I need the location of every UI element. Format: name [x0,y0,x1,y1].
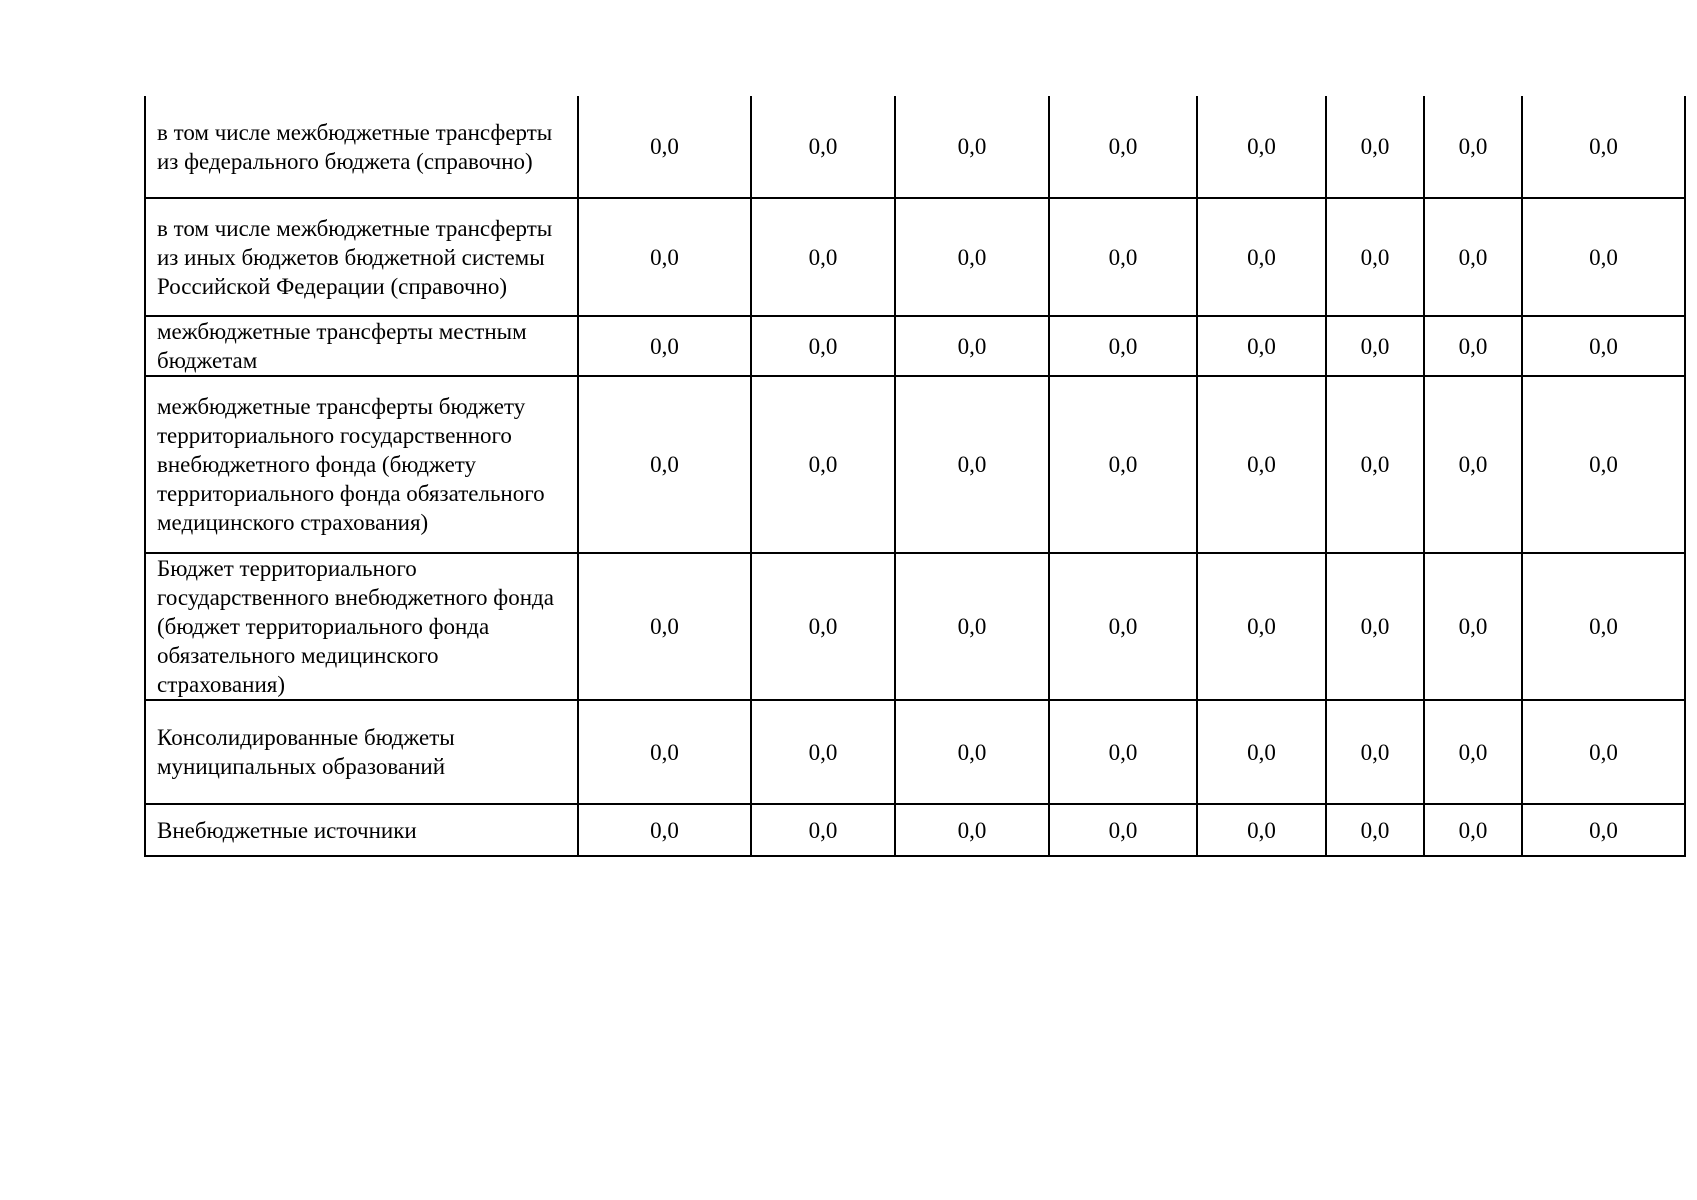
table-row [145,804,1685,856]
value-cell: 0,0 [751,316,895,376]
value-cell: 0,0 [578,198,751,316]
value-cell: 0,0 [895,700,1049,804]
row-label: в том числе межбюджетные трансферты из федерального бюджета (справочно) [145,96,578,198]
table-row [145,376,1685,553]
value-cell: 0,0 [895,804,1049,856]
value-cell: 0,0 [1424,198,1522,316]
value-cell: 0,0 [895,376,1049,553]
value-cell: 0,0 [1326,316,1424,376]
value-cell: 0,0 [1424,804,1522,856]
value-cell: 0,0 [1049,316,1197,376]
value-cell: 0,0 [1522,376,1685,553]
value-cell: 0,0 [1049,553,1197,700]
value-cell: 0,0 [1326,553,1424,700]
value-cell: 0,0 [895,553,1049,700]
table-body [145,96,1685,856]
value-cell: 0,0 [1326,804,1424,856]
value-cell: 0,0 [895,316,1049,376]
value-cell: 0,0 [1326,198,1424,316]
value-cell: 0,0 [895,96,1049,198]
value-cell: 0,0 [751,700,895,804]
value-cell: 0,0 [751,804,895,856]
value-cell: 0,0 [1197,316,1326,376]
value-cell: 0,0 [1049,700,1197,804]
value-cell: 0,0 [1522,553,1685,700]
value-cell: 0,0 [1522,804,1685,856]
table-row [145,700,1685,804]
value-cell: 0,0 [578,553,751,700]
value-cell: 0,0 [578,316,751,376]
value-cell: 0,0 [751,376,895,553]
value-cell: 0,0 [1424,96,1522,198]
row-label: межбюджетные трансферты местным бюджетам [145,316,578,376]
value-cell: 0,0 [1049,804,1197,856]
row-label: межбюджетные трансферты бюджету территориального государственного внебюджетного фонда (бюджету территориального фонда обязательного медицинского страхования) [145,376,578,553]
value-cell: 0,0 [1326,376,1424,553]
value-cell: 0,0 [578,700,751,804]
value-cell: 0,0 [1049,376,1197,553]
value-cell: 0,0 [1197,198,1326,316]
value-cell: 0,0 [895,198,1049,316]
value-cell: 0,0 [1424,553,1522,700]
value-cell: 0,0 [1197,96,1326,198]
row-label: Бюджет территориального государственного внебюджетного фонда (бюджет территориального фонда обязательного медицинского страхования) [145,553,578,700]
row-label: Консолидированные бюджеты муниципальных образований [145,700,578,804]
value-cell: 0,0 [751,198,895,316]
value-cell: 0,0 [1326,96,1424,198]
value-cell: 0,0 [1522,96,1685,198]
value-cell: 0,0 [1522,198,1685,316]
table-row [145,96,1685,198]
budget-table [144,96,1686,857]
row-label: Внебюджетные источники [145,804,578,856]
table-row [145,198,1685,316]
value-cell: 0,0 [578,376,751,553]
value-cell: 0,0 [1049,198,1197,316]
value-cell: 0,0 [1424,376,1522,553]
value-cell: 0,0 [1049,96,1197,198]
table-row [145,316,1685,376]
table-row [145,553,1685,700]
value-cell: 0,0 [1522,700,1685,804]
row-label: в том числе межбюджетные трансферты из иных бюджетов бюджетной системы Российской Федерации (справочно) [145,198,578,316]
value-cell: 0,0 [1197,700,1326,804]
value-cell: 0,0 [578,96,751,198]
value-cell: 0,0 [1197,553,1326,700]
value-cell: 0,0 [751,553,895,700]
value-cell: 0,0 [1522,316,1685,376]
value-cell: 0,0 [1197,804,1326,856]
value-cell: 0,0 [1424,316,1522,376]
value-cell: 0,0 [578,804,751,856]
value-cell: 0,0 [1424,700,1522,804]
value-cell: 0,0 [751,96,895,198]
value-cell: 0,0 [1326,700,1424,804]
value-cell: 0,0 [1197,376,1326,553]
